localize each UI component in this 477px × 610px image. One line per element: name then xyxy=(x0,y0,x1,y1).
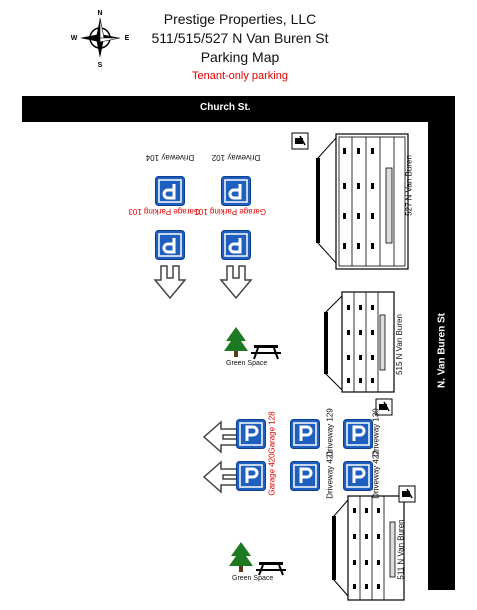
building-511-label: 511 N Van Buren xyxy=(396,519,406,580)
left-arrow-icon xyxy=(203,460,237,494)
parking-sign-icon xyxy=(221,176,251,206)
map-title: Parking Map xyxy=(200,49,280,65)
tree-picnic-icon xyxy=(224,325,282,361)
property-addresses: 511/515/527 N Van Buren St xyxy=(151,30,329,46)
parking-sign-icon xyxy=(221,230,251,260)
church-st-label: Church St. xyxy=(200,102,251,113)
driveway-104-label: Driveway 104 xyxy=(145,153,195,162)
garage-103-label: Garage Parking 103 xyxy=(128,207,200,216)
green-space-label-2: Green Space xyxy=(232,575,274,582)
down-arrow-icon xyxy=(219,264,253,300)
entry-icon-527 xyxy=(291,132,309,150)
driveway-421-label: Driveway 421 xyxy=(325,450,335,499)
down-arrow-icon xyxy=(153,264,187,300)
left-arrow-icon xyxy=(203,420,237,454)
parking-sign-icon xyxy=(290,461,320,491)
building-527-label: 527 N Van Buren xyxy=(404,155,414,216)
compass-s: S xyxy=(97,62,103,68)
tree-picnic-icon xyxy=(229,540,287,576)
parking-sign-icon xyxy=(155,230,185,260)
parking-sign-icon xyxy=(236,419,266,449)
driveway-102-label: Driveway 102 xyxy=(211,153,261,162)
tenant-only-note: Tenant-only parking xyxy=(191,70,288,82)
garage-128-label: Garage 128 xyxy=(267,411,277,454)
entry-icon-511 xyxy=(398,485,416,503)
company-name: Prestige Properties, LLC xyxy=(163,11,317,27)
parking-sign-icon xyxy=(343,461,373,491)
building-527 xyxy=(312,128,417,274)
building-515-label: 515 N Van Buren xyxy=(395,314,404,375)
parking-sign-icon xyxy=(155,176,185,206)
driveway-422-label: Driveway 422 xyxy=(371,450,381,499)
driveway-130-label: Driveway 130 xyxy=(371,408,381,457)
green-space-label-1: Green Space xyxy=(226,360,268,367)
compass-n: N xyxy=(97,10,103,17)
compass-e: E xyxy=(124,35,130,42)
building-515 xyxy=(322,290,402,398)
van-buren-st-label: N. Van Buren St xyxy=(436,313,448,389)
garage-420-label: Garage 420 xyxy=(267,453,277,496)
parking-sign-icon xyxy=(343,419,373,449)
parking-sign-icon xyxy=(236,461,266,491)
parking-sign-icon xyxy=(290,419,320,449)
driveway-129-label: Driveway 129 xyxy=(325,408,335,457)
garage-101-label: Garage Parking 101 xyxy=(194,207,266,216)
compass-w: W xyxy=(70,35,78,42)
